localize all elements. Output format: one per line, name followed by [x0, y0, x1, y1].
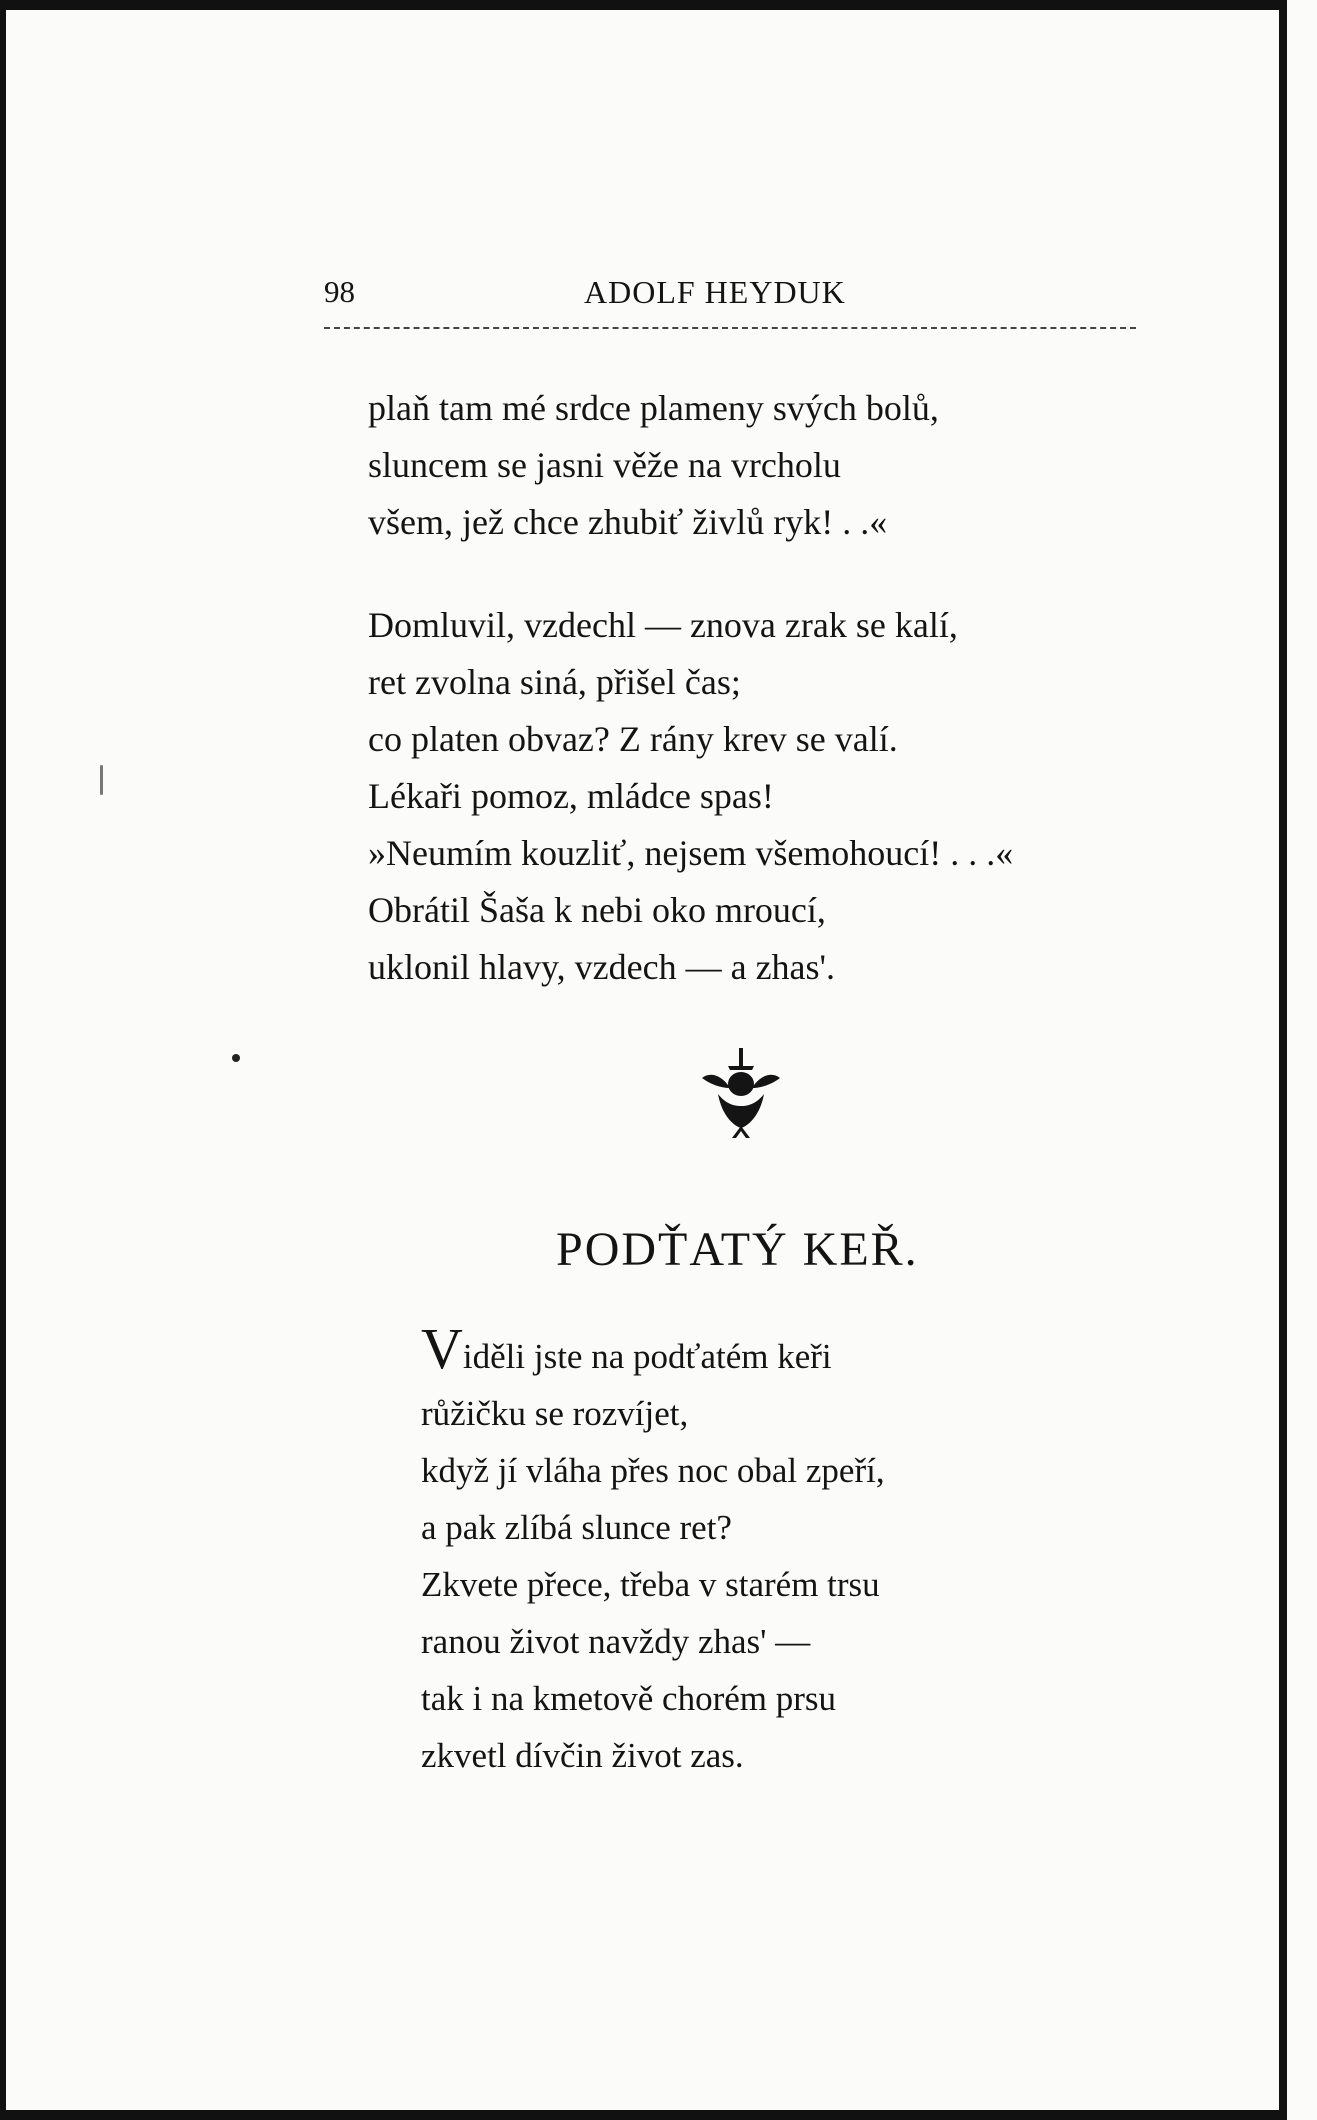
- verse-line: co platen obvaz? Z rány krev se valí.: [368, 719, 898, 759]
- verse-line: plaň tam mé srdce plameny svých bolů,: [368, 388, 939, 428]
- book-page: [6, 10, 1279, 2110]
- header-rule: [324, 327, 1136, 329]
- verse-line: růžičku se rozvíjet,: [421, 1394, 689, 1433]
- stanza-1: [368, 380, 939, 551]
- fleuron-icon: [700, 1048, 782, 1138]
- verse-line: ranou život navždy zhas' —: [421, 1622, 811, 1661]
- scan-edge-strip: [1287, 0, 1317, 2120]
- poem-title: PODŤATÝ KEŘ.: [556, 1223, 919, 1276]
- verse-line: Zkvete přece, třeba v starém trsu: [421, 1565, 880, 1604]
- stanza-3: [421, 1316, 885, 1784]
- verse-line: a pak zlíbá slunce ret?: [421, 1508, 732, 1547]
- stanza-2: [368, 597, 1013, 996]
- verse-line: všem, jež chce zhubiť živlů ryk! . .«: [368, 502, 888, 542]
- verse-line: »Neumím kouzliť, nejsem všemohoucí! . . .«: [368, 833, 1014, 873]
- verse-line: Lékaři pomoz, mládce spas!: [368, 776, 774, 816]
- verse-line: zkvetl dívčin život zas.: [421, 1736, 744, 1775]
- page-header: [324, 272, 1136, 312]
- verse-line: sluncem se jasni věže na vrcholu: [368, 445, 841, 485]
- ink-speck: [100, 765, 103, 795]
- ink-speck: [232, 1054, 240, 1062]
- verse-line: ret zvolna siná, přišel čas;: [368, 662, 741, 702]
- scan-edge-line: [1279, 0, 1287, 2120]
- running-head: ADOLF HEYDUK: [584, 274, 846, 310]
- verse-line: Obrátil Šaša k nebi oko mroucí,: [368, 890, 826, 930]
- verse-line: Domluvil, vzdechl — znova zrak se kalí,: [368, 605, 958, 645]
- page-number: 98: [324, 274, 355, 309]
- verse-line: když jí vláha přes noc obal zpeří,: [421, 1451, 885, 1490]
- verse-line-first: [421, 1316, 885, 1385]
- verse-line: uklonil hlavy, vzdech — a zhas'.: [368, 947, 836, 987]
- verse-line-first-rest: iděli jste na podťatém keři: [462, 1337, 832, 1376]
- verse-line: tak i na kmetově chorém prsu: [421, 1679, 837, 1718]
- drop-cap: V: [421, 1316, 463, 1381]
